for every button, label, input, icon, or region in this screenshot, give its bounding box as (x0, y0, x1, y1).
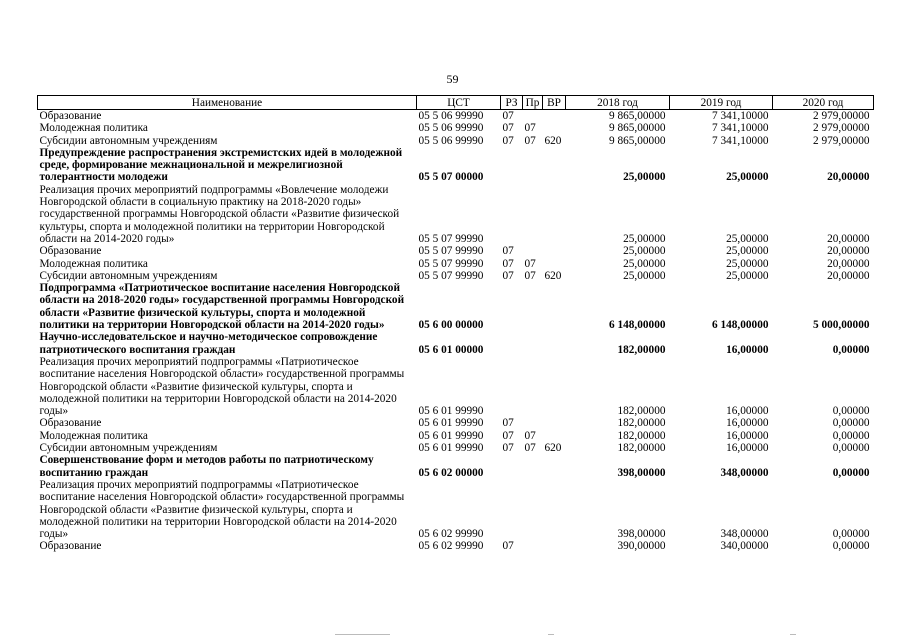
cell-2020: 2 979,00000 (813, 110, 870, 122)
page-number: 59 (446, 72, 459, 86)
cell-vr (543, 258, 566, 270)
cell-cst: 05 6 01 99990 (418, 442, 484, 455)
cell-2018: 9 865,00000 (609, 134, 666, 147)
header-name: Наименование (38, 96, 417, 110)
cell-2019: 25,00000 (726, 269, 769, 282)
cell-cst: 05 6 01 99990 (418, 417, 484, 430)
cell-2020: 20,00000 (827, 232, 870, 245)
cell-vr: 620 (544, 442, 562, 455)
cell-2018: 182,00000 (617, 442, 666, 455)
cell-2020: 20,00000 (827, 245, 870, 258)
cell-2020: 2 979,00000 (813, 134, 870, 147)
cell-2018: 6 148,00000 (609, 319, 666, 332)
cell-2018: 182,00000 (617, 343, 666, 356)
cell-pr: 07 (524, 122, 536, 135)
cell-rz (501, 184, 523, 245)
table-row (38, 184, 874, 245)
cell-name: Подпрограмма «Патриотическое воспитание населения Новгородской области на 2018-2020 годы» государственной программы Новгородской области «Развитие физической культуры, спорта и молодежной политики на территории Новгородской области на 2014-2020 годы» (39, 282, 405, 332)
cell-cst: 05 5 07 00000 (418, 171, 484, 184)
cell-name: Субсидии автономным учреждениям (39, 442, 218, 455)
cell-2018: 25,00000 (623, 232, 666, 245)
cell-rz: 07 (502, 417, 514, 430)
cell-2020: 0,00000 (832, 540, 870, 553)
cell-2018: 182,00000 (617, 417, 666, 430)
table-row (38, 442, 874, 454)
cell-rz (501, 356, 523, 417)
header-2020: 2020 год (773, 96, 874, 110)
cell-vr (543, 356, 566, 417)
cell-2019: 348,00000 (720, 528, 769, 541)
cell-rz: 07 (502, 110, 514, 122)
cell-name: Реализация прочих мероприятий подпрограммы «Вовлечение молодежи Новгородской области в социальную практику на 2018-2020 годы» государственной программы Новгородской области «Развитие физической культуры, спорта и молодежной политики на территории Новгородской области на 2014-2020 годы» (39, 183, 400, 245)
cell-cst: 05 6 01 99990 (418, 429, 484, 442)
cell-vr (543, 430, 566, 442)
cell-2018: 25,00000 (623, 269, 666, 282)
cell-name: Предупреждение распространения экстремистских идей в молодежной среде, формирование межнациональной и межрелигиозной толерантности молодежи (39, 146, 403, 184)
cell-name: Реализация прочих мероприятий подпрограммы «Патриотическое воспитание населения Новгородской области» государственной программы Новгородской области «Развитие физической культуры, спорта и молодежной политики на территории Новгородской области на 2014-2020 годы» (39, 355, 405, 418)
header-pr: Пр (523, 96, 543, 110)
table-row (38, 479, 874, 540)
cell-vr (543, 540, 566, 552)
cell-rz (501, 147, 523, 184)
cell-name: Субсидии автономным учреждениям (39, 269, 218, 282)
cell-name: Образование (39, 245, 102, 258)
cell-cst: 05 6 01 99990 (418, 405, 484, 418)
cell-2020: 0,00000 (832, 466, 870, 479)
cell-2019: 25,00000 (726, 232, 769, 245)
table-row (38, 331, 874, 356)
table-body (38, 110, 874, 553)
cell-2020: 0,00000 (832, 442, 870, 455)
cell-2020: 20,00000 (827, 171, 870, 184)
cell-pr (523, 417, 543, 429)
cell-vr (543, 479, 566, 540)
cell-cst: 05 5 07 99990 (418, 269, 484, 282)
cell-2019: 7 341,10000 (712, 110, 769, 122)
cell-name: Образование (39, 417, 102, 430)
cell-vr (543, 110, 566, 123)
cell-rz: 07 (502, 245, 514, 258)
cell-2019: 16,00000 (726, 343, 769, 356)
cell-2018: 182,00000 (617, 405, 666, 418)
cell-rz: 07 (502, 269, 514, 282)
cell-cst: 05 5 06 99990 (418, 122, 484, 135)
cell-rz: 07 (502, 429, 514, 442)
cell-pr (523, 540, 543, 552)
cell-name: Молодежная политика (39, 257, 148, 270)
cell-cst: 05 5 07 99990 (418, 245, 484, 258)
cell-pr: 07 (524, 257, 536, 270)
cell-2020: 2 979,00000 (813, 122, 870, 135)
cell-vr: 620 (544, 269, 562, 282)
table-row (38, 147, 874, 184)
cell-pr (523, 147, 543, 184)
cell-2018: 182,00000 (617, 429, 666, 442)
header-cst: ЦСТ (417, 96, 501, 110)
table-row (38, 430, 874, 442)
cell-name: Молодежная политика (39, 122, 148, 135)
cell-cst: 05 5 06 99990 (418, 134, 484, 147)
cell-pr (523, 331, 543, 356)
cell-vr (543, 245, 566, 257)
cell-2019: 25,00000 (726, 257, 769, 270)
cell-pr (523, 479, 543, 540)
cell-name: Образование (39, 540, 102, 553)
cell-pr: 07 (524, 429, 536, 442)
header-vr: ВР (543, 96, 566, 110)
cell-2020: 5 000,00000 (813, 319, 870, 332)
table-row (38, 270, 874, 282)
cell-rz (501, 282, 523, 331)
cell-2018: 9 865,00000 (609, 110, 666, 122)
cell-name: Молодежная политика (39, 429, 148, 442)
cell-2018: 25,00000 (623, 245, 666, 258)
cell-2019: 16,00000 (726, 417, 769, 430)
cell-cst: 05 5 06 99990 (418, 110, 484, 122)
cell-pr (523, 110, 543, 123)
scan-artifact (790, 634, 796, 635)
cell-2020: 20,00000 (827, 269, 870, 282)
cell-vr (543, 147, 566, 184)
cell-2020: 0,00000 (832, 528, 870, 541)
cell-cst: 05 5 07 99990 (418, 232, 484, 245)
cell-2018: 398,00000 (617, 528, 666, 541)
cell-name: Образование (39, 110, 102, 122)
cell-name: Субсидии автономным учреждениям (39, 134, 218, 147)
table-row (38, 356, 874, 417)
cell-pr (523, 245, 543, 257)
cell-vr (543, 282, 566, 331)
cell-vr: 620 (544, 134, 562, 147)
cell-vr (543, 331, 566, 356)
cell-2018: 25,00000 (623, 257, 666, 270)
cell-vr (543, 184, 566, 245)
table-row (38, 122, 874, 134)
table-row (38, 258, 874, 270)
cell-pr (523, 184, 543, 245)
cell-pr: 07 (524, 442, 536, 455)
cell-2019: 16,00000 (726, 429, 769, 442)
cell-2020: 20,00000 (827, 257, 870, 270)
table-row (38, 417, 874, 429)
cell-2019: 340,00000 (720, 540, 769, 553)
cell-2019: 16,00000 (726, 442, 769, 455)
cell-2020: 0,00000 (832, 429, 870, 442)
cell-2019: 25,00000 (726, 245, 769, 258)
cell-rz (501, 479, 523, 540)
cell-rz (501, 454, 523, 479)
cell-2020: 0,00000 (832, 343, 870, 356)
cell-pr (523, 282, 543, 331)
cell-pr (523, 356, 543, 417)
cell-name: Научно-исследовательское и научно-методическое сопровождение патриотического воспитания граждан (39, 331, 378, 356)
header-rz: РЗ (501, 96, 523, 110)
budget-table (37, 95, 874, 553)
cell-vr (543, 454, 566, 479)
scan-artifact (548, 634, 554, 635)
cell-2018: 9 865,00000 (609, 122, 666, 135)
cell-vr (543, 417, 566, 429)
cell-cst: 05 6 00 00000 (418, 319, 484, 332)
cell-rz: 07 (502, 442, 514, 455)
cell-pr (523, 454, 543, 479)
cell-pr: 07 (524, 269, 536, 282)
header-2019: 2019 год (670, 96, 773, 110)
cell-2019: 25,00000 (726, 171, 769, 184)
cell-cst: 05 5 07 99990 (418, 257, 484, 270)
cell-2018: 398,00000 (617, 466, 666, 479)
cell-name: Совершенствование форм и методов работы по патриотическому воспитанию граждан (39, 454, 374, 479)
cell-2018: 25,00000 (623, 171, 666, 184)
table-row (38, 282, 874, 331)
cell-2019: 7 341,10000 (712, 122, 769, 135)
table-header-row (38, 96, 874, 110)
cell-rz: 07 (502, 257, 514, 270)
cell-2019: 16,00000 (726, 405, 769, 418)
cell-2019: 7 341,10000 (712, 134, 769, 147)
scan-artifact (335, 634, 390, 635)
table-row (38, 110, 874, 123)
cell-2020: 0,00000 (832, 405, 870, 418)
table-row (38, 135, 874, 147)
cell-pr: 07 (524, 134, 536, 147)
cell-cst: 05 6 02 00000 (418, 466, 484, 479)
cell-rz: 07 (502, 122, 514, 135)
cell-cst: 05 6 02 99990 (418, 540, 484, 553)
cell-rz: 07 (502, 134, 514, 147)
cell-cst: 05 6 01 00000 (418, 343, 484, 356)
cell-name: Реализация прочих мероприятий подпрограммы «Патриотическое воспитание населения Новгородской области» государственной программы Новгородской области «Развитие физической культуры, спорта и молодежной политики на территории Новгородской области на 2014-2020 годы» (39, 478, 405, 541)
cell-2019: 348,00000 (720, 466, 769, 479)
table-row (38, 245, 874, 257)
header-2018: 2018 год (566, 96, 670, 110)
cell-2020: 0,00000 (832, 417, 870, 430)
table-row (38, 540, 874, 552)
table-row (38, 454, 874, 479)
cell-2018: 390,00000 (617, 540, 666, 553)
cell-cst: 05 6 02 99990 (418, 528, 484, 541)
cell-rz (501, 331, 523, 356)
cell-2019: 6 148,00000 (712, 319, 769, 332)
cell-vr (543, 122, 566, 134)
cell-rz: 07 (502, 540, 514, 553)
